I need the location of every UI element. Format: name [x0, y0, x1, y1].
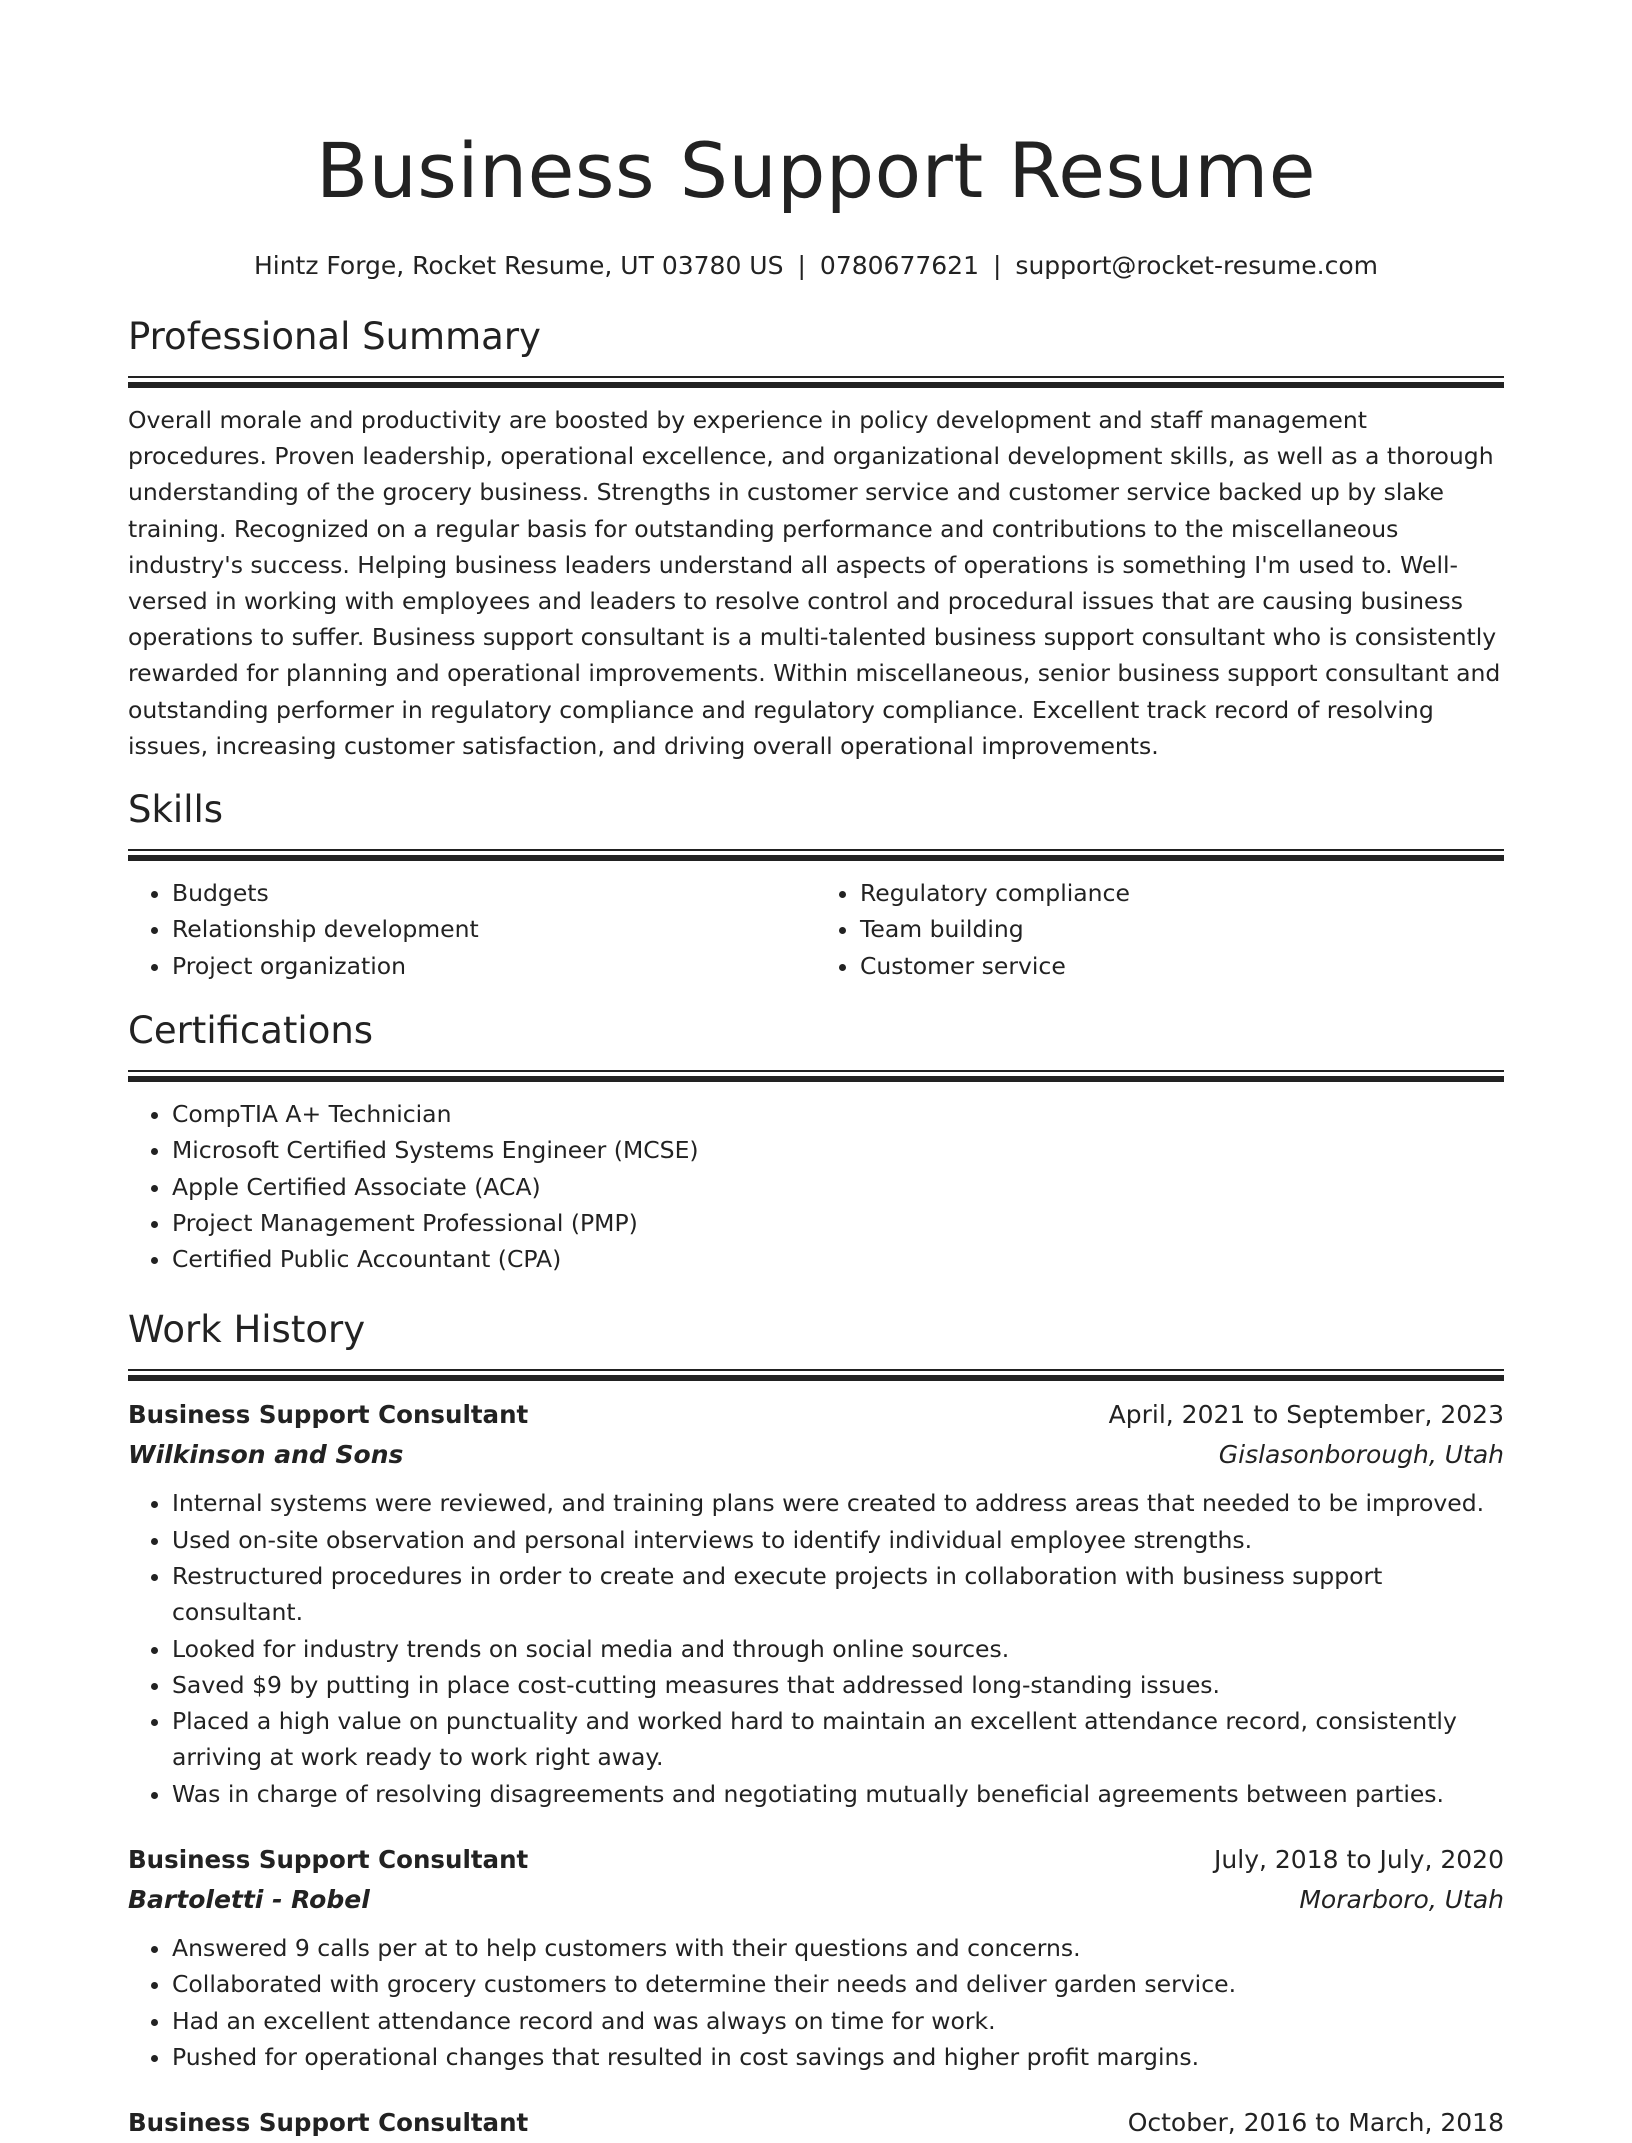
certification-item: • Microsoft Certified Systems Engineer (MCSE)	[172, 1132, 1504, 1168]
job-bullet: • Looked for industry trends on social media and through online sources.	[172, 1631, 1504, 1667]
job-subheader	[128, 1880, 1504, 1920]
contact-line	[128, 250, 1504, 282]
skills-list-left	[128, 875, 816, 984]
job-dates: July, 2018 to July, 2020	[1214, 1845, 1504, 1875]
job-company: Bartoletti - Robel	[128, 1885, 370, 1915]
skill-item: • Customer service	[860, 948, 1504, 984]
job-bullet: • Had an excellent attendance record and was always on time for work.	[172, 2003, 1504, 2039]
skill-item: • Regulatory compliance	[860, 875, 1504, 911]
section-title-summary: Professional Summary	[128, 315, 541, 358]
contact-separator: |	[797, 251, 806, 280]
skill-item: • Team building	[860, 911, 1504, 947]
section-divider	[128, 849, 1504, 861]
summary-section	[128, 312, 1504, 764]
resume-title: Business Support Resume	[315, 126, 1317, 215]
contact-separator: |	[992, 251, 1002, 280]
job-bullet: • Placed a high value on punctuality and worked hard to maintain an excellent attendance record, consistently arriving at work ready to work right away.	[172, 1703, 1504, 1776]
section-title-certifications: Certifications	[128, 1008, 374, 1052]
contact-email: support@rocket-resume.com	[1015, 251, 1379, 280]
job-location: Morarboro, Utah	[1299, 1885, 1504, 1915]
certification-item: • CompTIA A+ Technician	[172, 1096, 1504, 1132]
job-bullet: • Was in charge of resolving disagreements and negotiating mutually beneficial agreements between parties.	[172, 1776, 1504, 1812]
job-bullet: • Used on-site observation and personal interviews to identify individual employee strengths.	[172, 1522, 1504, 1558]
job-bullet: • Collaborated with grocery customers to determine their needs and deliver garden service.	[172, 1966, 1504, 2002]
skills-section	[128, 785, 1504, 984]
job-bullets	[128, 1485, 1504, 1812]
job-header	[128, 1840, 1504, 1880]
job-entry	[128, 1840, 1504, 2075]
job-subheader	[128, 1435, 1504, 1475]
job-bullets	[128, 1930, 1504, 2075]
certifications-section	[128, 1006, 1504, 1277]
job-title: Business Support Consultant	[128, 2108, 529, 2138]
skill-item: • Project organization	[172, 948, 816, 984]
work-history-section	[128, 1305, 1504, 2143]
job-entry	[128, 1395, 1504, 1812]
job-header	[128, 1395, 1504, 1435]
certification-item: • Apple Certified Associate (ACA)	[172, 1169, 1504, 1205]
certification-item: • Project Management Professional (PMP)	[172, 1205, 1504, 1241]
job-bullet: • Pushed for operational changes that resulted in cost savings and higher profit margins.	[172, 2039, 1504, 2075]
job-company: Wilkinson and Sons	[128, 1440, 404, 1470]
section-divider	[128, 376, 1504, 388]
job-bullet: • Saved $9 by putting in place cost-cutting measures that addressed long-standing issues.	[172, 1667, 1504, 1703]
contact-phone: 0780677621	[819, 251, 979, 280]
contact-address: Hintz Forge, Rocket Resume, UT 03780 US	[253, 251, 784, 280]
job-entry	[128, 2103, 1504, 2143]
skills-columns	[128, 875, 1504, 984]
job-dates: October, 2016 to March, 2018	[1127, 2108, 1504, 2138]
certifications-list	[128, 1096, 1504, 1277]
certification-item: • Certified Public Accountant (CPA)	[172, 1241, 1504, 1277]
section-title-skills: Skills	[128, 788, 224, 832]
job-bullet: • Restructured procedures in order to create and execute projects in collaboration with business support consultant.	[172, 1558, 1504, 1631]
job-location: Gislasonborough, Utah	[1218, 1440, 1504, 1470]
section-divider	[128, 1369, 1504, 1381]
job-bullet: • Answered 9 calls per at to help customers with their questions and concerns.	[172, 1930, 1504, 1966]
section-divider	[128, 1070, 1504, 1082]
job-dates: April, 2021 to September, 2023	[1108, 1400, 1504, 1430]
job-bullet: • Internal systems were reviewed, and training plans were created to address areas that needed to be improved.	[172, 1485, 1504, 1521]
skill-item: • Budgets	[172, 875, 816, 911]
section-title-work-history: Work History	[128, 1308, 366, 1352]
job-header	[128, 2103, 1504, 2143]
skills-list-right	[816, 875, 1504, 984]
job-title: Business Support Consultant	[128, 1400, 529, 1430]
summary-text: Overall morale and productivity are boosted by experience in policy development and staff management procedures. Proven leadership, operational excellence, and organizational development skills, as well as a thorough understanding of the grocery business. Strengths in customer service and customer service backed up by slake training. Recognized on a regular basis for outstanding performance and contributions to the miscellaneous industry's success. Helping business leaders understand all aspects of operations is something I'm used to. Well-versed in working with employees and leaders to resolve control and procedural issues that are causing business operations to suffer. Business support consultant is a multi-talented business support consultant who is consistently rewarded for planning and operational improvements. Within miscellaneous, senior business support consultant and outstanding performer in regulatory compliance and regulatory compliance. Excellent track record of resolving issues, increasing customer satisfaction, and driving overall operational improvements.	[128, 406, 1501, 760]
job-title: Business Support Consultant	[128, 1845, 529, 1875]
skill-item: • Relationship development	[172, 911, 816, 947]
